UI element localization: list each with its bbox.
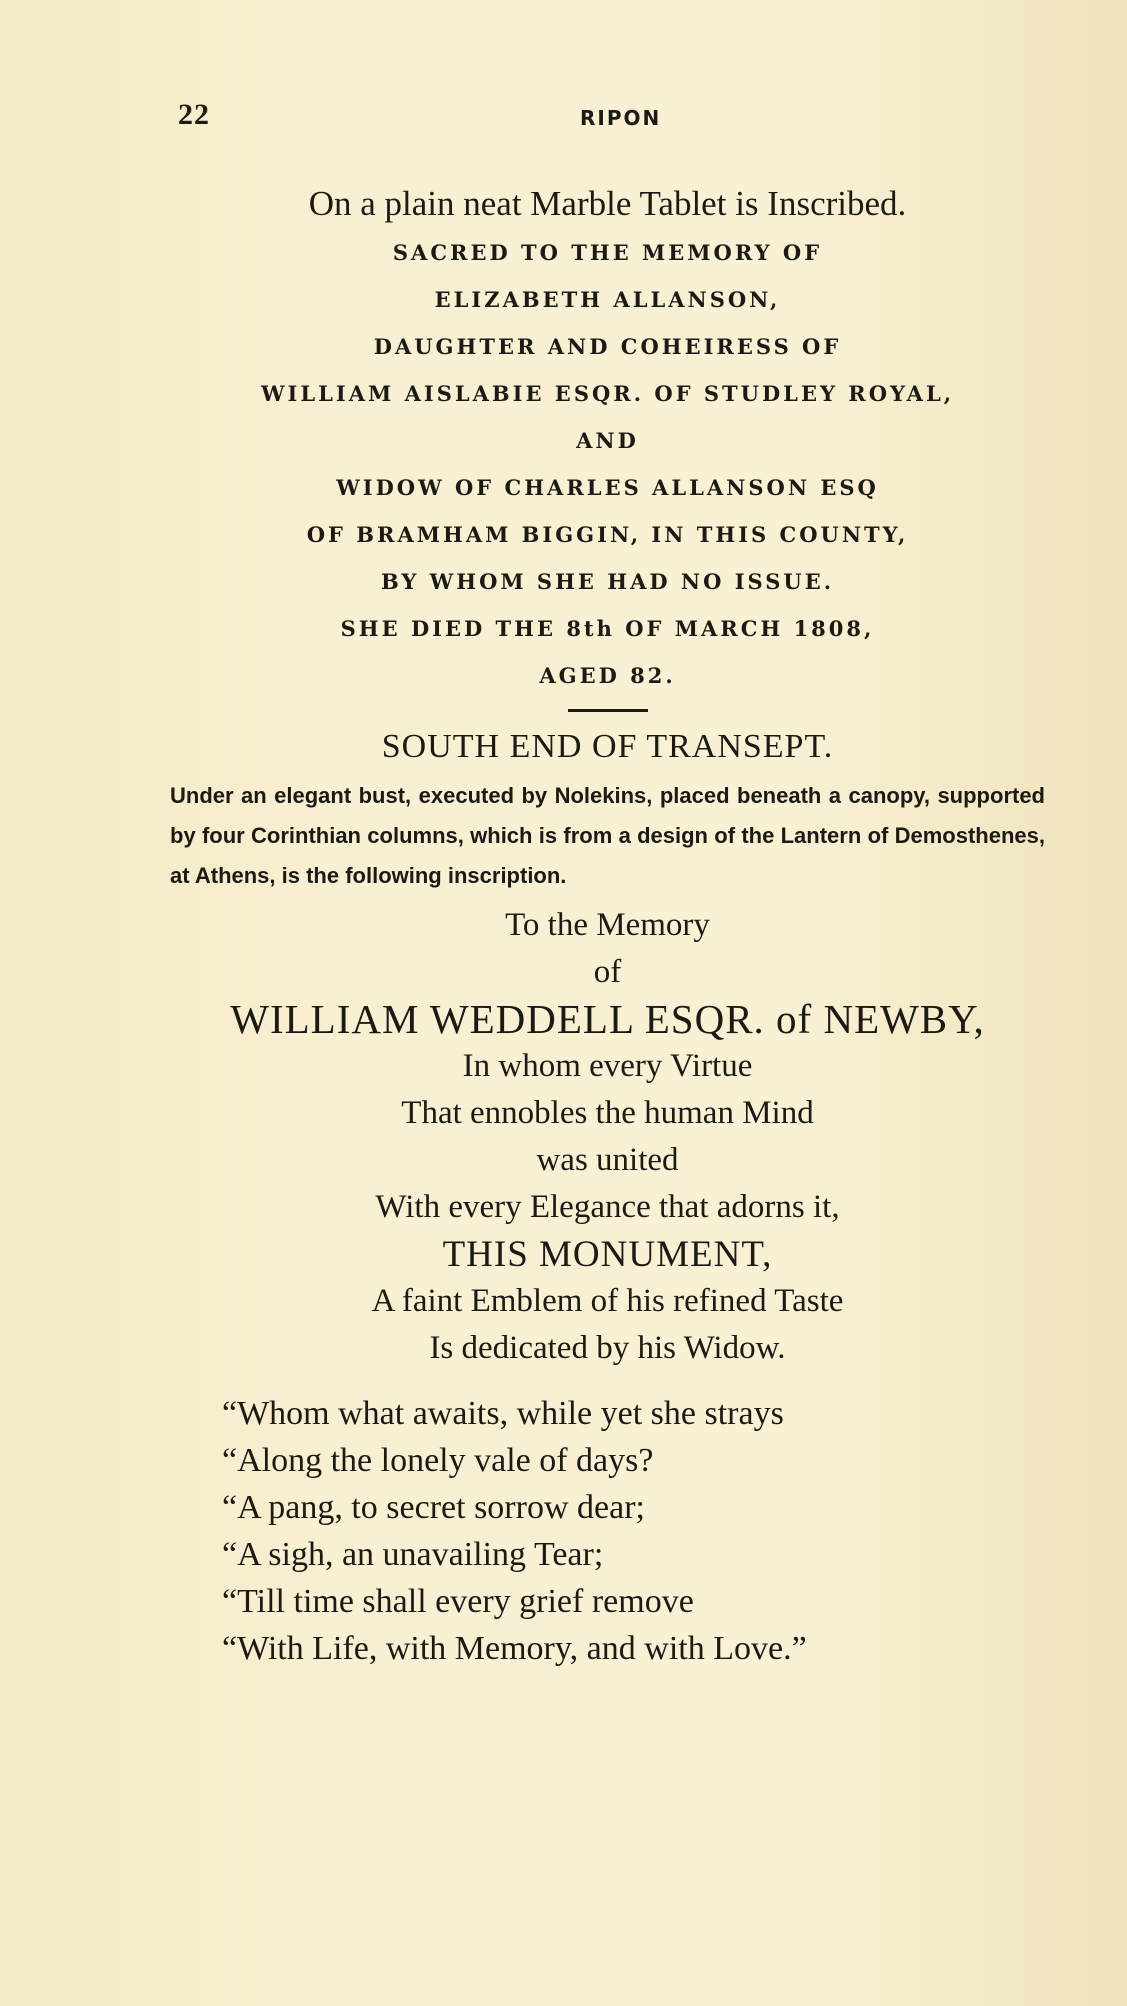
verse-line: “Along the lonely vale of days? bbox=[222, 1442, 654, 1479]
section-divider bbox=[568, 709, 648, 712]
tablet-line: OF BRAMHAM BIGGIN, IN THIS COUNTY, bbox=[306, 522, 909, 547]
verse-line: “A pang, to secret sorrow dear; bbox=[222, 1489, 645, 1526]
inscription-line: THIS MONUMENT, bbox=[442, 1234, 773, 1275]
section-heading: SOUTH END OF TRANSEPT. bbox=[381, 728, 834, 765]
inscription-line: That ennobles the human Mind bbox=[401, 1095, 814, 1131]
verse-quotation bbox=[170, 1390, 1045, 1672]
inscription-line: To the Memory bbox=[505, 907, 710, 943]
inscription-line: was united bbox=[536, 1142, 679, 1178]
transept-description: Under an elegant bust, executed by Nolekins, placed beneath a canopy, supported by four Corinthian columns, which is from a design of the Lantern of Demosthenes, at Athens, is the following inscription. bbox=[170, 783, 1045, 888]
tablet-line: WILLIAM AISLABIE ESQR. OF STUDLEY ROYAL, bbox=[260, 381, 955, 406]
verse-line: “Whom what awaits, while yet she strays bbox=[222, 1395, 784, 1432]
tablet-inscription bbox=[170, 234, 1045, 695]
inscription-line: A faint Emblem of his refined Taste bbox=[371, 1283, 844, 1319]
inscription-line: With every Elegance that adorns it, bbox=[375, 1189, 840, 1225]
tablet-line: WIDOW OF CHARLES ALLANSON ESQ bbox=[336, 475, 879, 500]
verse-line: “A sigh, an unavailing Tear; bbox=[222, 1536, 604, 1573]
page-body bbox=[170, 182, 1045, 1672]
inscription-line: WILLIAM WEDDELL ESQR. of NEWBY, bbox=[230, 996, 985, 1042]
tablet-line: BY WHOM SHE HAD NO ISSUE. bbox=[380, 569, 835, 594]
tablet-line: ELIZABETH ALLANSON, bbox=[434, 287, 781, 312]
tablet-line: DAUGHTER AND COHEIRESS OF bbox=[373, 334, 842, 359]
tablet-line: AGED 82. bbox=[539, 663, 676, 688]
inscription-line: Is dedicated by his Widow. bbox=[429, 1330, 786, 1366]
page-header bbox=[0, 98, 1127, 138]
tablet-line: SHE DIED THE 8th OF MARCH 1808, bbox=[340, 616, 875, 641]
inscription-line: of bbox=[593, 954, 622, 990]
running-head: RIPON bbox=[580, 106, 662, 130]
verse-line: “With Life, with Memory, and with Love.” bbox=[222, 1630, 807, 1667]
weddell-inscription bbox=[170, 902, 1045, 1372]
page-number: 22 bbox=[178, 98, 210, 131]
tablet-line: SACRED TO THE MEMORY OF bbox=[392, 240, 823, 265]
tablet-line: AND bbox=[576, 428, 639, 453]
verse-line: “Till time shall every grief remove bbox=[222, 1583, 694, 1620]
inscription-line: In whom every Virtue bbox=[462, 1048, 753, 1084]
tablet-intro: On a plain neat Marble Tablet is Inscribed. bbox=[308, 184, 907, 223]
